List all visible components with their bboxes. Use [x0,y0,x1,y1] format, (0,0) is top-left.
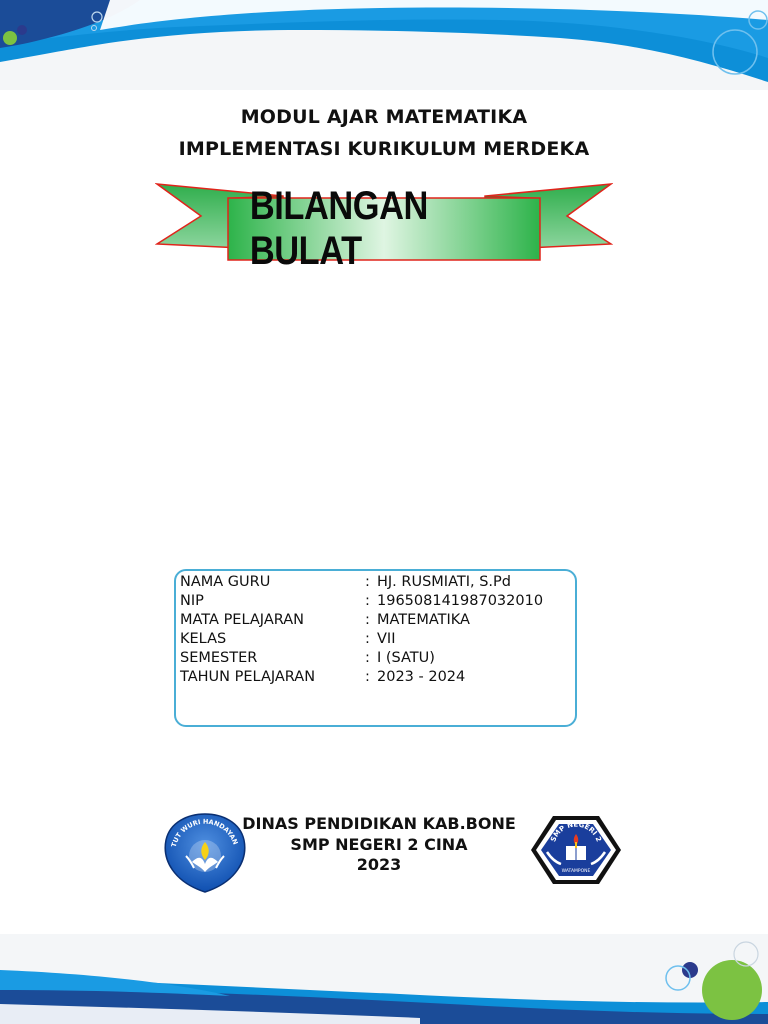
footer-school: SMP NEGERI 2 CINA [290,835,468,854]
smp-negeri-2-cina-logo [529,812,623,888]
banner-title: BILANGAN BULAT [249,184,428,273]
info-separator: : [365,650,370,666]
document-subtitle: IMPLEMENTASI KURIKULUM MERDEKA [178,138,590,160]
footer-year: 2023 [356,855,402,874]
info-value: 196508141987032010 [377,593,544,609]
info-value: 2023 - 2024 [377,669,466,685]
info-label: KELAS [180,631,227,647]
info-value: MATEMATIKA [377,612,470,628]
info-separator: : [365,612,370,628]
info-label: NIP [180,593,204,609]
footer-agency: DINAS PENDIDIKAN KAB.BONE [242,814,516,833]
info-separator: : [365,593,370,609]
info-label: NAMA GURU [180,574,271,590]
logo-right-bottom-text: WATAMPONE [561,869,591,874]
info-label: SEMESTER [180,650,258,666]
info-value: HJ. RUSMIATI, S.Pd [377,574,511,590]
logo-left-text: TUT WURI HANDAYAN [169,817,240,849]
info-label: MATA PELAJARAN [180,612,304,628]
info-separator: : [365,669,370,685]
logo-right-text: SMP NEGERI 2 [549,820,603,844]
info-separator: : [365,631,370,647]
bottom-wave-decoration [0,934,768,1024]
info-value: I (SATU) [377,650,435,666]
document-title: MODUL AJAR MATEMATIKA [240,106,528,128]
info-label: TAHUN PELAJARAN [180,669,316,685]
top-wave-decoration [0,0,768,90]
info-value: VII [377,631,396,647]
info-separator: : [365,574,370,590]
